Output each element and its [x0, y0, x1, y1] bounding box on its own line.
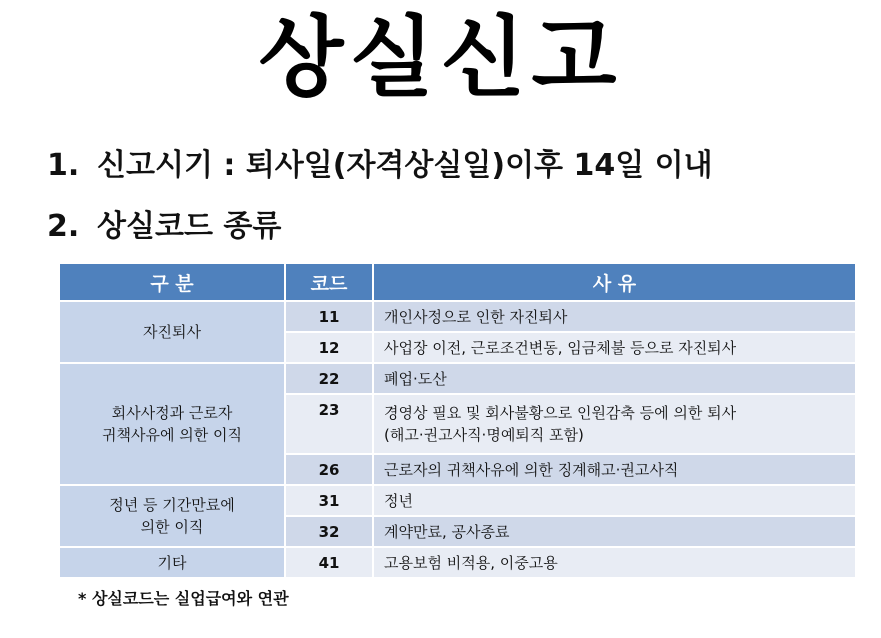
- loss-code-table: [60, 264, 855, 579]
- category-cell: [60, 301, 285, 363]
- reason-text: (해고·권고사직·명예퇴직 포함): [384, 426, 584, 444]
- category-text: 기타: [157, 553, 187, 572]
- list-item-number: 2.: [47, 209, 80, 244]
- reason-text: 근로자의 귀책사유에 의한 징계해고·권고사직: [384, 460, 679, 479]
- table-row: [60, 363, 855, 394]
- reason-cell: [373, 394, 855, 454]
- list-item-report-timing: [47, 146, 713, 186]
- code-cell: 22: [285, 363, 373, 394]
- code-cell: 41: [285, 547, 373, 578]
- category-cell: [60, 547, 285, 578]
- reason-cell: [373, 301, 855, 332]
- reason-cell: [373, 454, 855, 485]
- category-text: 의한 이직: [140, 518, 204, 536]
- code-cell: 12: [285, 332, 373, 363]
- code-cell: 11: [285, 301, 373, 332]
- table-row: [60, 547, 855, 578]
- reason-cell: [373, 547, 855, 578]
- page-title: 상실신고: [258, 6, 623, 109]
- code-cell: 32: [285, 516, 373, 547]
- list-item-code-types: [47, 207, 281, 247]
- reason-text: 정년: [384, 491, 413, 510]
- reason-text: 폐업·도산: [384, 369, 447, 388]
- reason-text: 고용보험 비적용, 이중고용: [384, 553, 558, 572]
- reason-text: 계약만료, 공사종료: [384, 522, 510, 541]
- category-cell: [60, 363, 285, 485]
- header-reason: 사 유: [373, 264, 855, 301]
- reason-text: 사업장 이전, 근로조건변동, 임금체불 등으로 자진퇴사: [384, 338, 737, 357]
- code-cell: 26: [285, 454, 373, 485]
- category-cell: [60, 485, 285, 547]
- reason-cell: [373, 363, 855, 394]
- header-code: 코드: [285, 264, 373, 301]
- category-text: 정년 등 기간만료에: [109, 496, 235, 514]
- list-item-number: 1.: [47, 148, 80, 183]
- reason-text: 개인사정으로 인한 자진퇴사: [384, 307, 568, 326]
- table-row: [60, 485, 855, 516]
- category-text: 귀책사유에 의한 이직: [102, 426, 242, 444]
- category-text: 회사사정과 근로자: [111, 404, 233, 422]
- footnote: * 상실코드는 실업급여와 연관: [78, 589, 289, 608]
- table-row: [60, 301, 855, 332]
- list-item-text: 신고시기 : 퇴사일(자격상실일)이후 14일 이내: [97, 148, 713, 183]
- list-item-text: 상실코드 종류: [97, 209, 282, 244]
- table-header-row: [60, 264, 855, 301]
- reason-text: 경영상 필요 및 회사불황으로 인원감축 등에 의한 퇴사: [384, 404, 737, 422]
- code-cell: 31: [285, 485, 373, 516]
- code-cell: 23: [285, 394, 373, 454]
- category-text: 자진퇴사: [143, 323, 201, 341]
- reason-cell: [373, 332, 855, 363]
- reason-cell: [373, 485, 855, 516]
- header-category: 구 분: [60, 264, 285, 301]
- reason-cell: [373, 516, 855, 547]
